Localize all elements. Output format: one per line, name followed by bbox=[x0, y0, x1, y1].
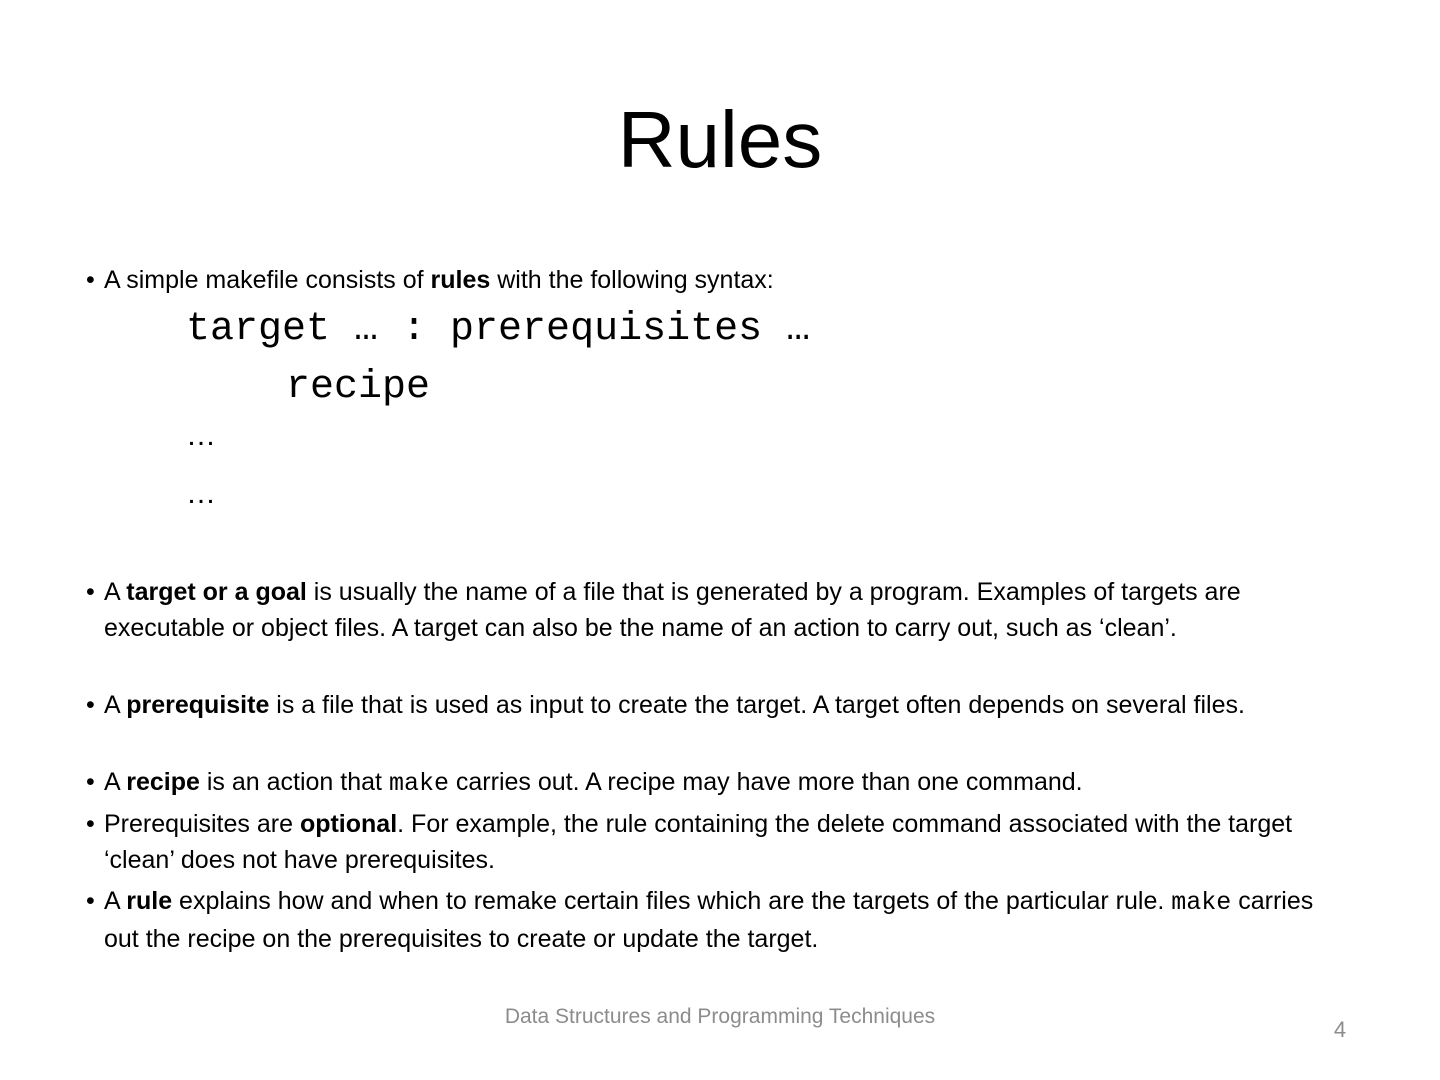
bullet-recipe bbox=[86, 764, 1336, 802]
text-run: is a file that is used as input to create the target. A target often depends on several files. bbox=[269, 691, 1245, 719]
bullet-dot: • bbox=[86, 887, 95, 915]
bullet-text bbox=[104, 262, 1336, 298]
inline-code: make bbox=[1171, 888, 1232, 917]
bullet-dot: • bbox=[86, 810, 95, 838]
text-run: with the following syntax: bbox=[490, 266, 774, 294]
bold-term: target or a goal bbox=[126, 578, 307, 606]
bullet-text bbox=[104, 806, 1336, 878]
syntax-recipe-line: recipe bbox=[286, 365, 431, 410]
text-run: A bbox=[104, 887, 127, 915]
text-run: Prerequisites are bbox=[104, 810, 300, 838]
bullet-optional bbox=[86, 806, 1336, 878]
text-run: A bbox=[104, 691, 127, 719]
bold-term: rules bbox=[430, 266, 491, 294]
page-number: 4 bbox=[1333, 1017, 1347, 1042]
bullet-dot: • bbox=[86, 691, 95, 719]
text-run: A bbox=[104, 768, 127, 796]
bullet-prerequisite bbox=[86, 687, 1336, 723]
syntax-ellipsis-1: … bbox=[186, 419, 216, 452]
bullet-dot: • bbox=[86, 578, 95, 606]
syntax-target-line: target … : prerequisites … bbox=[186, 307, 811, 352]
bullet-dot: • bbox=[86, 266, 95, 294]
bold-term: rule bbox=[126, 887, 173, 915]
text-run: is an action that bbox=[199, 768, 389, 796]
bullet-text bbox=[104, 764, 1336, 802]
bold-term: recipe bbox=[126, 768, 200, 796]
bullet-text bbox=[104, 687, 1336, 723]
text-run: carries out. A recipe may have more than one command. bbox=[448, 768, 1083, 796]
text-run: A bbox=[104, 578, 127, 606]
bold-term: prerequisite bbox=[126, 691, 270, 719]
bullet-target bbox=[86, 574, 1336, 646]
bullet-rule bbox=[86, 883, 1336, 957]
bullet-intro bbox=[86, 262, 1336, 298]
inline-code: make bbox=[388, 769, 449, 798]
bullet-dot: • bbox=[86, 768, 95, 796]
text-run: carries out the recipe on the prerequisites to create or update the target. bbox=[104, 887, 1314, 953]
footer-course-title: Data Structures and Programming Techniques bbox=[504, 1005, 936, 1028]
bullet-text bbox=[104, 574, 1336, 646]
text-run: explains how and when to remake certain files which are the targets of the particular rule. bbox=[172, 887, 1172, 915]
text-run: . For example, the rule containing the delete command associated with the target ‘clean’ does not have prerequisites. bbox=[104, 810, 1293, 874]
slide-title: Rules bbox=[617, 95, 823, 184]
bold-term: optional bbox=[299, 810, 398, 838]
text-run: A simple makefile consists of bbox=[104, 266, 431, 294]
text-run: is usually the name of a file that is generated by a program. Examples of targets are executable or object files. A target can also be the name of an action to carry out, such as ‘clean’. bbox=[104, 578, 1241, 642]
bullet-text bbox=[104, 883, 1336, 957]
syntax-ellipsis-2: … bbox=[186, 477, 216, 510]
